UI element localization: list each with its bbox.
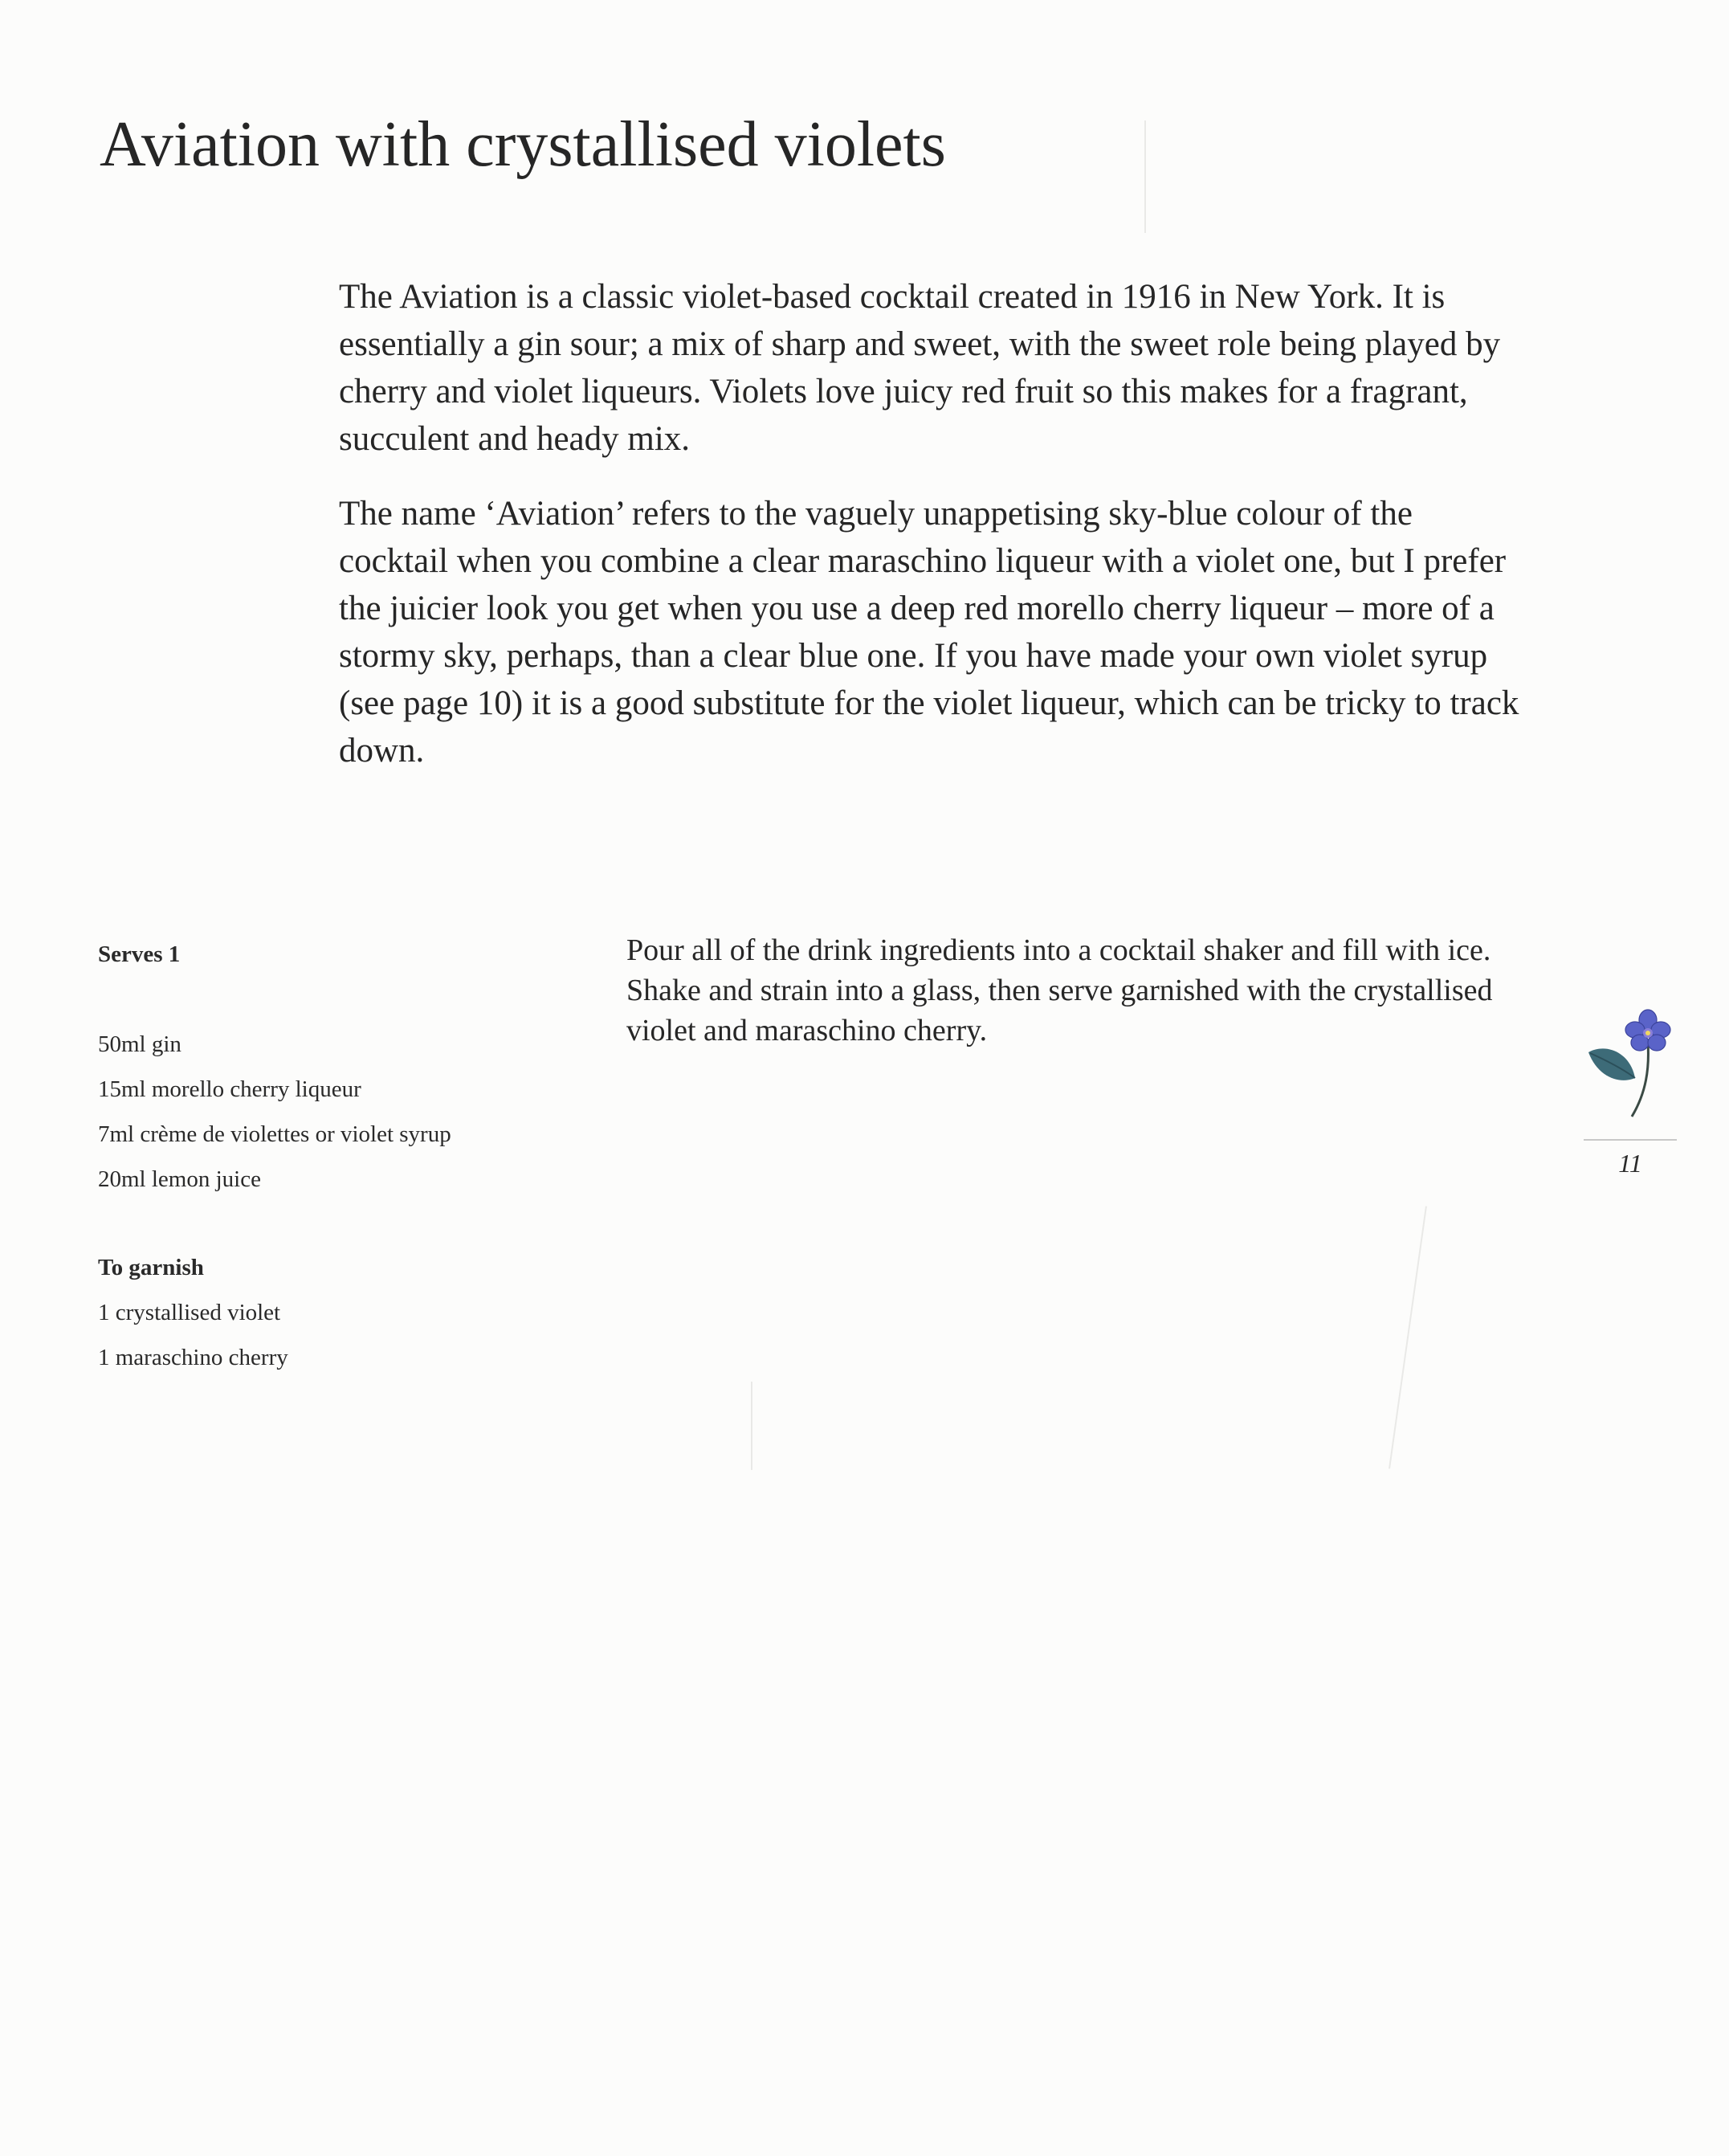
page-number-rule (1584, 1139, 1677, 1141)
garnish-heading: To garnish (98, 1255, 204, 1280)
page-number: 11 (1618, 1149, 1642, 1178)
method-text: Pour all of the drink ingredients into a cocktail shaker and fill with ice. Shake and strain into a glass, then serve garnished with the crystallised violet and maraschino cherry. (626, 933, 1493, 1047)
ingredient-item: 15ml morello cherry liqueur (98, 1076, 361, 1102)
intro-paragraph: The Aviation is a classic violet-based cocktail created in 1916 in New York. It is essentially a gin sour; a mix of sharp and sweet, with the sweet role being played by cherry and violet liqueurs. Violets love juicy red fruit so this makes for a fragrant, succulent and heady mix. (339, 278, 1501, 458)
intro-text (339, 273, 1527, 802)
ingredient-item: 20ml lemon juice (98, 1166, 261, 1192)
violet-flower-icon (1582, 1004, 1686, 1125)
ingredients-list (98, 932, 596, 1380)
garnish-item: 1 crystallised violet (98, 1300, 281, 1325)
ingredient-items (98, 1022, 596, 1202)
ingredient-item: 50ml gin (98, 1031, 181, 1057)
intro-paragraph: The name ‘Aviation’ refers to the vaguely unappetising sky-blue colour of the cocktail when you combine a clear maraschino liqueur with a violet one, but I prefer the juicier look you get when you use a deep red morello cherry liqueur – more of a stormy sky, perhaps, than a clear blue one. If you have made your own violet syrup (see page 10) it is a good substitute for the violet liqueur, which can be tricky to track down. (339, 495, 1519, 770)
scan-artifact (1144, 120, 1146, 233)
garnish-item: 1 maraschino cherry (98, 1345, 288, 1370)
garnish-items (98, 1290, 596, 1380)
serves-label: Serves 1 (98, 941, 181, 967)
ingredient-item: 7ml crème de violettes or violet syrup (98, 1121, 451, 1147)
scan-artifact (751, 1382, 752, 1470)
scan-artifact (1389, 1206, 1427, 1468)
page-title: Aviation with crystallised violets (100, 109, 946, 180)
